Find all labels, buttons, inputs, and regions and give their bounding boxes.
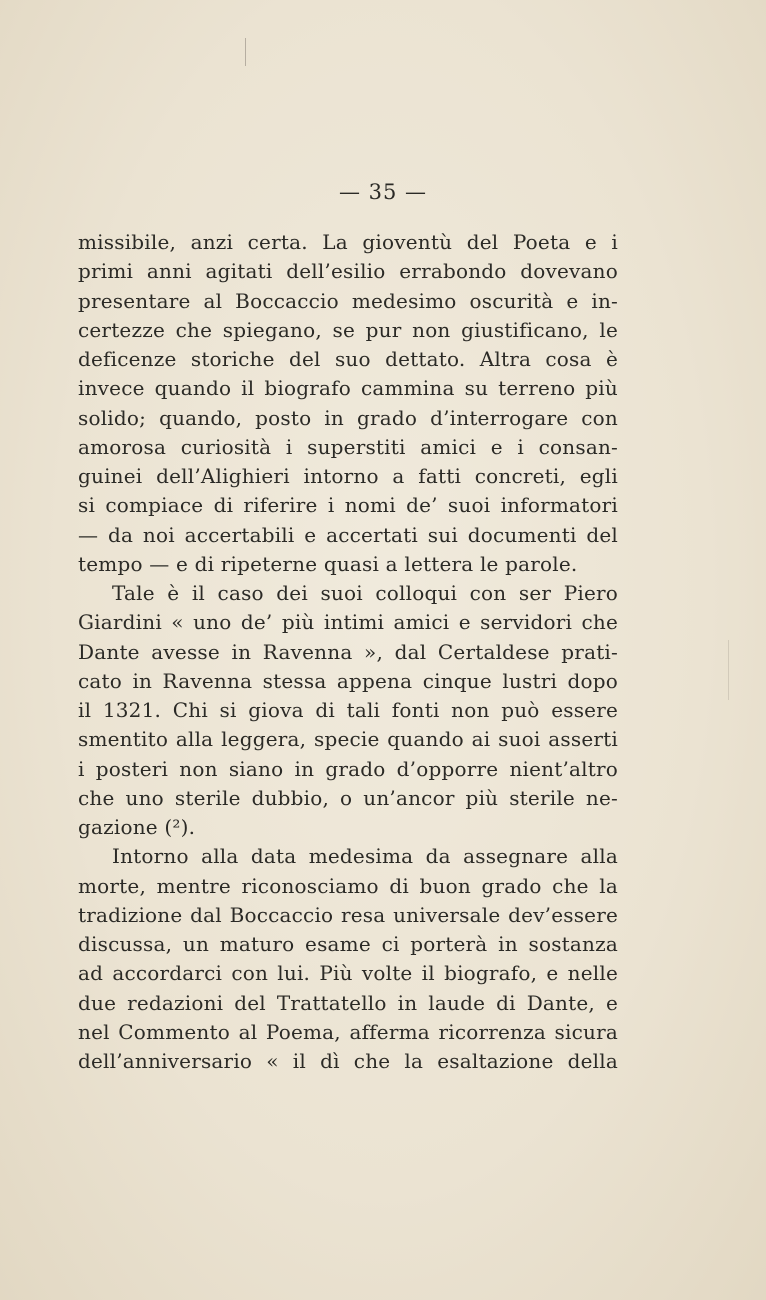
text-line: che uno sterile dubbio, o un’ancor più sterile ne- bbox=[78, 785, 618, 810]
text-line: guinei dell’Alighieri intorno a fatti concreti, egli bbox=[78, 464, 618, 488]
text-line: i posteri non siano in grado d’opporre nient’altro bbox=[78, 756, 618, 781]
text-line: nel Commento al Poema, afferma ricorrenza sicura bbox=[78, 1019, 618, 1044]
text-line: due redazioni del Trattatello in laude di Dante, e bbox=[78, 990, 618, 1015]
text-line: presentare al Boccaccio medesimo oscurità e in- bbox=[78, 288, 618, 313]
text-line: missibile, anzi certa. La gioventù del Poeta e i bbox=[78, 230, 618, 254]
text-line: primi anni agitati dell’esilio errabondo dovevano bbox=[78, 259, 618, 284]
footnote-reference: (²). bbox=[164, 815, 196, 839]
text-line: solido; quando, posto in grado d’interrogare con bbox=[78, 405, 618, 430]
page-number: — 35 — bbox=[338, 180, 428, 204]
text-line: Tale è il caso dei suoi colloqui con ser Piero bbox=[112, 581, 618, 605]
text-line: certezze che spiegano, se pur non giustificano, le bbox=[78, 317, 618, 342]
text-line: Intorno alla data medesima da assegnare alla bbox=[112, 844, 618, 869]
text-line: morte, mentre riconosciamo di buon grado che la bbox=[78, 873, 618, 898]
text-line: smentito alla leggera, specie quando ai suoi asserti bbox=[78, 727, 618, 752]
scan-mark-right bbox=[728, 640, 729, 700]
text-line: Giardini « uno de’ più intimi amici e servidori che bbox=[78, 610, 618, 635]
text-line: amorosa curiosità i superstiti amici e i consan- bbox=[78, 434, 618, 459]
body-text bbox=[78, 228, 618, 1076]
scan-mark-top bbox=[245, 38, 246, 66]
text-line: il 1321. Chi si giova di tali fonti non può essere bbox=[78, 698, 618, 722]
text-line: si compiace di riferire i nomi de’ suoi informatori bbox=[78, 493, 618, 518]
text-line: ad accordarci con lui. Più volte il biografo, e nelle bbox=[78, 961, 618, 986]
text-line: dell’anniversario « il dì che la esaltazione della bbox=[78, 1049, 618, 1073]
text-fragment: gazione bbox=[78, 815, 158, 839]
text-line: invece quando il biografo cammina su terreno più bbox=[78, 376, 618, 401]
text-line: tradizione dal Boccaccio resa universale dev’essere bbox=[78, 902, 618, 927]
text-line: tempo — e di ripeterne quasi a lettera le parole. bbox=[78, 551, 578, 576]
text-line-with-footnote bbox=[78, 813, 618, 842]
text-line: cato in Ravenna stessa appena cinque lustri dopo bbox=[78, 668, 618, 693]
text-line: discussa, un maturo esame ci porterà in sostanza bbox=[78, 932, 618, 956]
text-line: — da noi accertabili e accertati sui documenti del bbox=[78, 522, 618, 547]
text-line: Dante avesse in Ravenna », dal Certaldese prati- bbox=[78, 639, 618, 664]
text-line: deficenze storiche del suo dettato. Altra cosa è bbox=[78, 347, 618, 371]
